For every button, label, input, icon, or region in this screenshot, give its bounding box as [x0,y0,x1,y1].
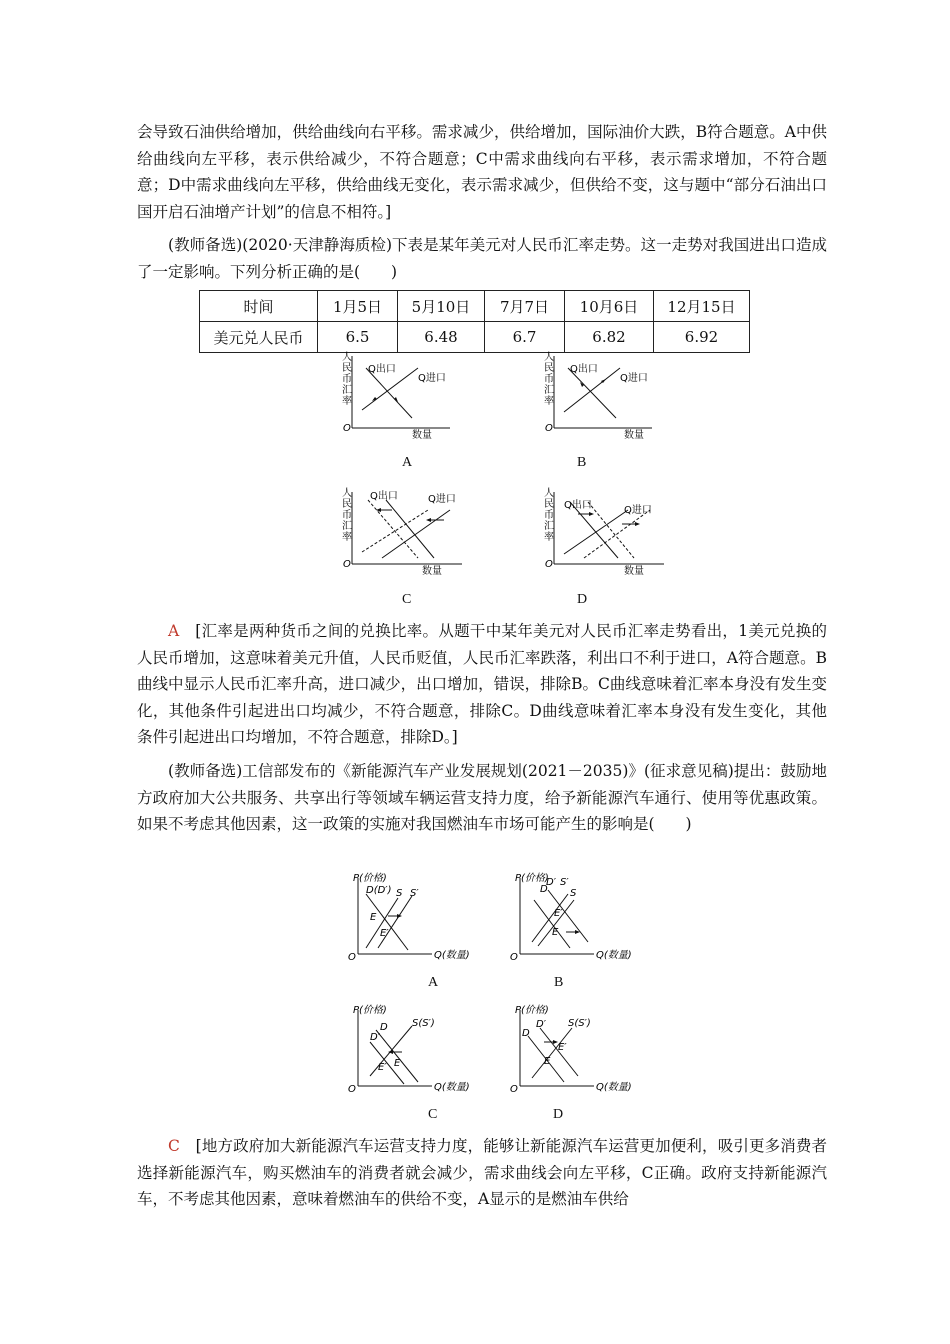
fig1-caption-c: C [402,592,412,607]
answer-letter: A [168,622,180,640]
table-row [200,322,750,353]
y-label-char: 汇 [544,385,554,396]
y-label-char: 率 [342,532,352,543]
fig1-graph-d [540,488,674,580]
y-label-char: 汇 [342,385,352,396]
supply-label: S(S′) [568,1018,591,1029]
y-label-char: 币 [342,510,352,521]
import-curve [564,510,628,554]
table-header-row [200,291,750,322]
answer-text: [汇率是两种货币之间的兑换比率。从题干中某年美元对人民币汇率走势看出，1美元兑换的人民币增加，这意味着美元升值，人民币贬值，人民币汇率跌落，利出口不利于进口，A符合题意。B曲线中显示人民币汇率升高，进口减少，出口增加，错误，排除B。C曲线意味着汇率本身没有发生变化，其他条件引起进出口均减少，不符合题意，排除C。D曲线意味着汇率本身没有发生变化，其他条件引起进出口均增加，不符合题意，排除D。] [137,622,827,747]
equilibrium-label: E [394,1058,401,1069]
import-label: Q进口 [624,505,652,516]
equilibrium-shifted-label: E′ [380,928,389,939]
fig2-caption-a: A [428,975,439,990]
demand-label: D [380,1022,388,1033]
answer-explanation-1 [137,618,827,751]
y-label-char: 汇 [342,521,352,532]
x-label: Q(数量) [434,1082,470,1093]
supply-label: S [396,888,403,899]
fig1-graph-b [540,352,660,444]
origin-label: O [343,559,351,570]
fig2-caption-b: B [554,975,564,990]
table-row-label: 美元兑人民币 [200,322,318,353]
answer-text: [地方政府加大新能源汽车运营支持力度，能够让新能源汽车运营更加便利，吸引更多消费者选择新能源汽车，购买燃油车的消费者就会减少，需求曲线会向左平移，C正确。政府支持新能源汽车，不考虑其他因素，意味着燃油车的供给不变，A显示的是燃油车供给 [137,1137,827,1209]
demand-shifted-label: D′ [536,1019,546,1030]
table-header-cell: 5月10日 [398,291,485,322]
table-cell: 6.48 [398,322,485,353]
y-label-char: 率 [544,532,554,543]
export-label: Q出口 [570,364,598,375]
table-cell: 6.92 [654,322,750,353]
supply-curve-shifted [538,900,574,946]
table-header-cell: 12月15日 [654,291,750,322]
y-label-char: 币 [342,374,352,385]
y-label-char: 民 [544,499,554,510]
supply-curve [366,898,398,948]
fig2-graph-d [502,1002,642,1098]
import-label: Q进口 [418,373,446,384]
y-label-char: 币 [544,510,554,521]
export-curve [568,368,616,418]
x-label: Q(数量) [596,1082,632,1093]
y-label: P(价格) [353,873,387,884]
demand-curve [534,900,570,948]
answer-explanation-2 [137,1133,827,1213]
arrow-marker [635,522,640,526]
y-label: P(价格) [515,873,549,884]
y-label-char: 币 [544,374,554,385]
equilibrium-label: E [544,1056,551,1067]
fig1-graph-c [338,488,472,580]
fig2-caption-c: C [428,1107,438,1122]
exchange-rate-table [199,290,750,353]
import-label: Q进口 [428,494,456,505]
demand-label: D [522,1028,530,1039]
arrow-marker [376,508,381,512]
x-label: 数量 [412,430,432,441]
y-label: P(价格) [515,1005,549,1016]
supply-curve [532,1028,572,1078]
import-label: Q进口 [620,373,648,384]
demand-label: D [540,884,548,895]
table-cell: 6.82 [565,322,654,353]
origin-label: O [545,559,553,570]
export-label: Q出口 [564,500,592,511]
table-header-cell: 1月5日 [318,291,398,322]
arrow-marker [426,518,431,522]
y-label-char: 民 [342,499,352,510]
supply-label: S(S′) [412,1018,435,1029]
question-new-energy: (教师备选)工信部发布的《新能源汽车产业发展规划(2021－2035)》(征求意见稿)提出：鼓励地方政府加大公共服务、共享出行等领域车辆运营支持力度，给予新能源汽车通行、使用等优惠政策。如果不考虑其他因素，这一政策的实施对我国燃油车市场可能产生的影响是( ) [137,762,827,834]
fig1-caption-b: B [577,455,587,470]
y-label-char: 人 [342,488,352,499]
x-label: Q(数量) [596,950,632,961]
export-curve [366,368,412,418]
table-header-cell: 时间 [200,291,318,322]
x-label: 数量 [624,430,644,441]
demand-curve [376,1030,418,1082]
table-cell: 6.5 [318,322,398,353]
supply-shifted-label: S′ [410,888,419,899]
y-label: P(价格) [353,1005,387,1016]
fig2-caption-d: D [553,1107,564,1122]
fig2-graph-c [340,1002,480,1098]
y-label-char: 人 [544,352,554,363]
x-label: 数量 [624,566,644,577]
demand-shifted-label: D′ [546,877,556,888]
fig2-graph-b [502,870,642,966]
arrow-marker [589,512,594,516]
equilibrium-label: E [370,912,377,923]
equilibrium-shifted-label: E′ [554,908,563,919]
question-exchange-rate: (教师备选)(2020·天津静海质检)下表是某年美元对人民币汇率走势。这一走势对我国进出口造成了一定影响。下列分析正确的是( ) [137,236,827,281]
origin-label: O [510,952,518,963]
paragraph-continuation: 会导致石油供给增加，供给曲线向右平移。需求减少，供给增加，国际油价大跌，B符合题意。A中供给曲线向左平移，表示供给减少，不符合题意；C中需求曲线向右平移，表示需求增加，不符合题意；D中需求曲线向左平移，供给曲线无变化，表示需求减少，但供给不变，这与题中“部分石油出口国开启石油增产计划”的信息不相符。] [137,123,827,221]
y-label-char: 人 [342,352,352,363]
table-cell: 6.7 [485,322,565,353]
supply-label: S [570,888,577,899]
equilibrium-shifted-label: E′ [378,1062,387,1073]
export-label: Q出口 [370,491,398,502]
fig2-graph-a [340,870,480,966]
export-curve [386,500,434,558]
table-header-cell: 7月7日 [485,291,565,322]
answer-letter: C [168,1137,180,1155]
equilibrium-shifted-label: E′ [558,1042,567,1053]
y-label-char: 民 [342,363,352,374]
y-label-char: 民 [544,363,554,374]
equilibrium-label: E [552,927,559,938]
y-label-char: 率 [544,396,554,407]
origin-label: O [545,423,553,434]
origin-label: O [348,952,356,963]
export-label: Q出口 [368,364,396,375]
origin-label: O [343,423,351,434]
y-label-char: 汇 [544,521,554,532]
fig1-caption-d: D [577,592,588,607]
import-curve [382,510,450,558]
x-label: Q(数量) [434,950,470,961]
demand-label: D(D′) [366,885,392,896]
fig1-caption-a: A [402,455,413,470]
demand-shifted-label: D′ [370,1032,380,1043]
supply-curve [532,894,568,942]
y-label-char: 人 [544,488,554,499]
origin-label: O [348,1084,356,1095]
table-header-cell: 10月6日 [565,291,654,322]
y-label-char: 率 [342,396,352,407]
fig1-graph-a [338,352,458,444]
origin-label: O [510,1084,518,1095]
supply-shifted-label: S′ [560,877,569,888]
x-label: 数量 [422,566,442,577]
